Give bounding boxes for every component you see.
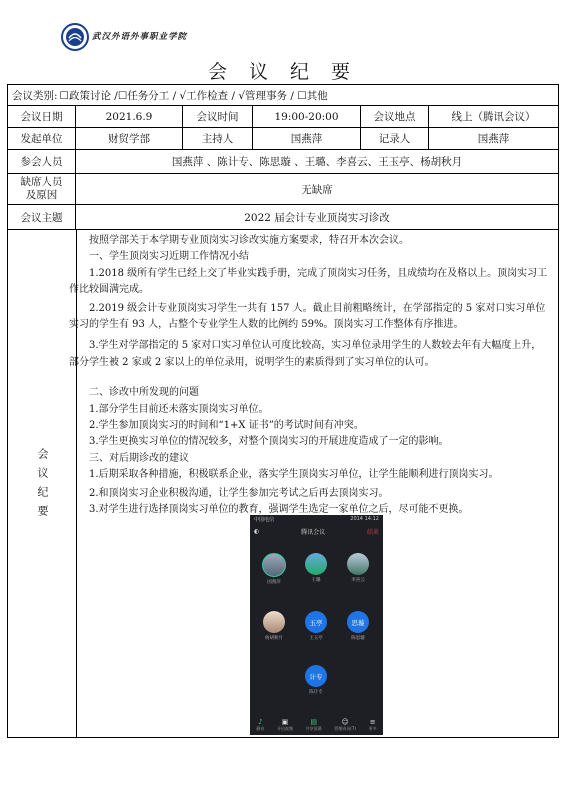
minutes-content: [69, 233, 549, 519]
recorder-value: 国燕萍: [477, 133, 510, 145]
participant-name: 陈计专: [309, 690, 323, 695]
participant-name: 国燕萍: [267, 580, 281, 585]
meeting-screenshot: [250, 515, 383, 735]
manage-members-button[interactable]: ☺ 管理成员(7): [334, 718, 356, 731]
camera-off-icon: ▣: [281, 718, 289, 726]
minutes-paragraph: 3.学生对学部指定的 5 家对口实习单位认可度比较高，实习单位录用学生的人数较去年有大幅度上升，部分学生被 2 家或 2 家以上的单位录用，说明学生的素质得到了实习单位的认可。: [69, 340, 542, 368]
minutes-paragraph: 2.学生参加顶岗实习的时间和“1+X 证书”的考试时间有冲突。: [89, 420, 364, 432]
topic-row: [8, 205, 558, 230]
microphone-icon: ♪: [258, 718, 263, 726]
unit-label: 发起单位: [8, 128, 76, 149]
host-value: 国燕萍: [253, 128, 361, 149]
minutes-paragraph: 2.和顶岗实习企业积极沟通，让学生参加完考试之后再去顶岗实习。: [89, 487, 389, 499]
participant-tile: [298, 665, 334, 695]
unit-value: 财贸学部: [76, 128, 183, 149]
category-label: 会议类别:: [12, 89, 58, 102]
video-button[interactable]: ▣ 开启视频: [276, 718, 293, 731]
participant-tile: [340, 553, 376, 583]
date-value: 2021.6.9: [76, 106, 183, 127]
avatar: [262, 553, 286, 577]
category-row: [8, 85, 558, 106]
avatar: [305, 553, 327, 575]
page-title: 会 议 纪 要: [207, 61, 359, 83]
time-label: 会议时间: [183, 106, 253, 127]
status-carrier: 中国电信: [254, 517, 275, 523]
members-icon: ☺: [341, 718, 349, 726]
participant-tile: [256, 553, 292, 585]
absent-label: 缺席人员: [20, 176, 63, 188]
avatar: 计专: [305, 665, 327, 687]
minutes-paragraph: 1.部分学生目前还未落实顶岗实习单位。: [89, 403, 269, 415]
topic-label: 会议主题: [8, 205, 76, 229]
absent-row: [8, 174, 558, 205]
minutes-heading: 一、学生顶岗实习近期工作情况小结: [89, 251, 249, 263]
avatar: [347, 553, 369, 575]
attendees-row: [8, 150, 558, 174]
end-meeting-button[interactable]: 结束: [366, 528, 379, 536]
participant-tile: [298, 553, 334, 583]
recorder-label: 记录人: [361, 128, 429, 149]
meeting-app-title: 腾讯会议: [301, 528, 326, 536]
share-icon: ▤: [310, 718, 317, 726]
category-options: ☐政策讨论 /☐任务分工 / √工作检查 / √管理事务 / ☐其他: [59, 89, 328, 102]
participant-tile: [256, 611, 292, 641]
participant-name: 王璐: [311, 578, 321, 583]
minutes-heading: 二、诊改中所发现的问题: [89, 387, 199, 399]
participant-tile: [298, 611, 334, 641]
school-logo-icon: [60, 22, 90, 52]
minutes-heading: 三、对后期诊改的建议: [89, 452, 189, 464]
status-time: 2014 14:12: [350, 516, 379, 522]
topic-value: 2022 届会计专业顶岗实习诊改: [244, 211, 390, 224]
meeting-toolbar: [250, 715, 383, 735]
absent-label-reason: 及原因: [25, 189, 58, 201]
avatar: [263, 611, 285, 633]
minutes-paragraph: 2.2019 级会计专业顶岗实习学生一共有 157 人。截止目前粗略统计，在学部指定的 5 家对口实习单位实习的学生有 93 人，占整个专业学生人数的比例约 59%。顶岗实习工作整体有序推进。: [69, 302, 546, 331]
minutes-paragraph: 按照学部关于本学期专业顶岗实习诊改实施方案要求，特召开本次会议。: [89, 235, 409, 246]
minutes-paragraph: 1.后期采取各种措施，积极联系企业，落实学生顶岗实习单位，让学生能顺利进行顶岗实习。: [89, 469, 499, 481]
participant-name: 王玉亭: [309, 636, 323, 641]
avatar: 玉亭: [305, 611, 327, 633]
share-screen-button[interactable]: ▤ 共享屏幕: [305, 718, 322, 731]
organizer-row: [8, 128, 558, 150]
date-row: [8, 106, 558, 128]
participant-tile: [340, 611, 376, 641]
minutes-paragraph: 1.2018 级所有学生已经上交了毕业实践手册，完成了顶岗实习任务，且成绩均在及格以上。顶岗实习工作比较圆满完成。: [69, 267, 548, 296]
host-label: 主持人: [183, 128, 253, 149]
more-button[interactable]: ≡ 更多: [368, 718, 377, 731]
minutes-label: 会议纪要: [36, 448, 49, 524]
date-label: 会议日期: [8, 106, 76, 127]
absent-value: 无缺席: [301, 183, 333, 196]
more-icon: ≡: [369, 718, 376, 726]
participant-name: 杨胡秋月: [265, 636, 283, 641]
attendees-value: 国燕萍 、陈计专、陈思璇 、王璐、李喜云、王玉亭、杨胡秋月: [171, 156, 463, 168]
minutes-paragraph: 3.对学生进行选择顶岗实习单位的教育，强调学生选定一家单位之后，尽可能不更换。: [89, 504, 469, 516]
avatar: 思璇: [347, 611, 369, 633]
participant-name: 李喜云: [351, 578, 365, 583]
place-label: 会议地点: [361, 106, 429, 127]
place-value: 线上（腾讯会议）: [451, 111, 536, 123]
mute-button[interactable]: ♪ 静音: [256, 718, 265, 731]
school-name: 武汉外语外事职业学院: [92, 32, 188, 42]
attendees-label: 参会人员: [8, 150, 76, 173]
speaker-icon: ◐: [254, 527, 260, 535]
time-value: 19:00-20:00: [253, 106, 361, 127]
minutes-paragraph: 3.学生更换实习单位的情况较多，对整个顶岗实习的开展进度造成了一定的影响。: [89, 436, 449, 448]
participant-name: 陈思璇: [351, 636, 365, 641]
